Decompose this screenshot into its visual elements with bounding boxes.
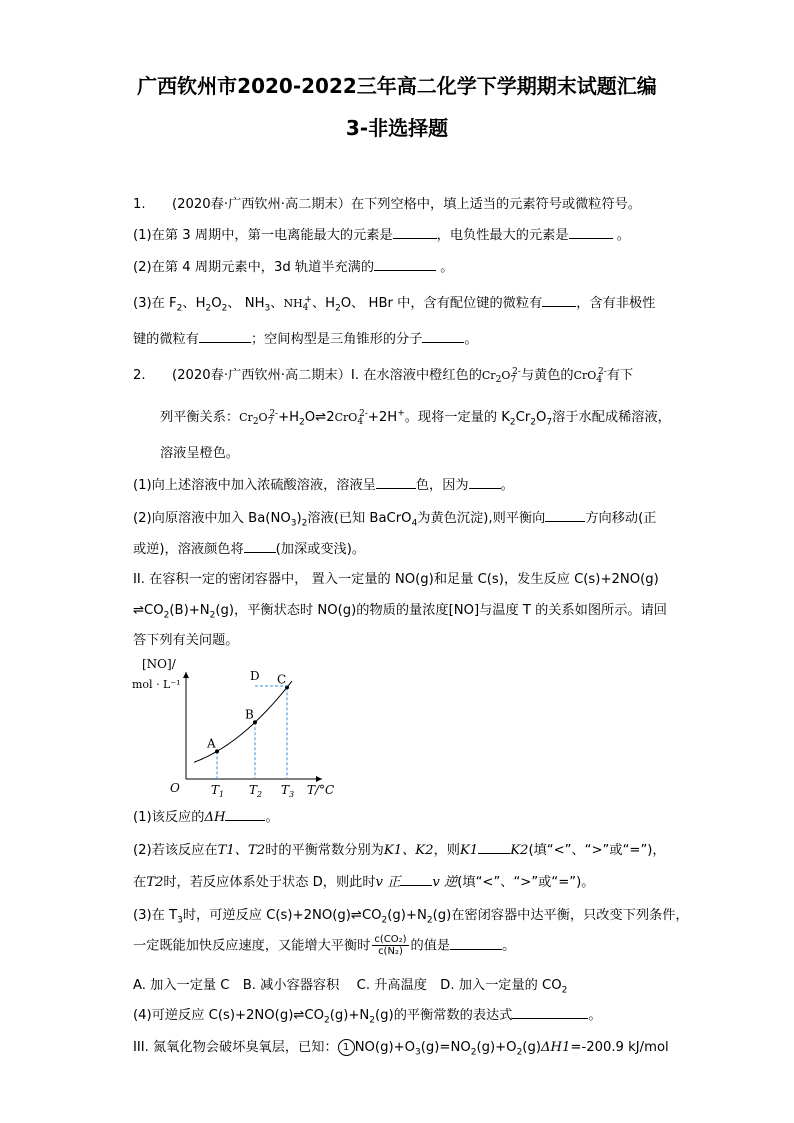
q2-part1: (1)向上述溶液中加入浓硫酸溶液，溶液呈 色，因为 。: [133, 474, 514, 493]
q2-section-ii: II. 在容积一定的密闭容器中， 置入一定量的 NO(g)和足量 C(s)，发生反应 C(s)+2NO(g): [133, 572, 659, 587]
answer-blank[interactable]: [545, 508, 585, 522]
point-label-b: B: [245, 707, 254, 722]
q2-section-iii: III. 氮氧化物会破坏臭氧层，已知： 1 $NO(g)+O_3(g)=NO_2(g)+O_2(g)\Delta H1=-200.9$ kJ/mol: [133, 1040, 669, 1058]
q2-section-ii-cont: $\rightleftharpoons CO_2(B)+N_2(g)$，平衡状态时 NO(g)的物质的量浓度[NO]与温度 T 的关系如图所示。请回: [133, 603, 667, 621]
answer-blank[interactable]: [478, 840, 510, 854]
x-axis-label: T/°C: [307, 783, 335, 797]
point-label-c: C: [277, 672, 287, 687]
page-title: 广西钦州市2020-2022三年高二化学下学期期末试题汇编: [137, 74, 657, 98]
q2-part2-cont: 或逆)，溶液颜色将 (加深或变浅)。: [133, 538, 365, 557]
answer-blank[interactable]: [450, 936, 502, 950]
q2-part2: (2)向原溶液中加入 $Ba(NO_3)_2$溶液(已知 BaCrO$_4$为黄色沉淀),则平衡向 方向移动(正: [133, 507, 656, 529]
page-subtitle: 3-非选择题: [345, 116, 449, 140]
answer-blank[interactable]: [199, 329, 251, 343]
answer-blank[interactable]: [244, 539, 276, 553]
circled-number-1: 1: [338, 1039, 355, 1056]
answer-blank[interactable]: [374, 257, 436, 271]
q1-part3-cont: 键的微粒有 ；空间构型是三角锥形的分子 。: [133, 328, 478, 347]
y-axis-label-line1: [NO]/: [142, 657, 176, 671]
no-temperature-chart: [130, 652, 350, 802]
answer-blank[interactable]: [393, 225, 437, 239]
origin-label: O: [170, 781, 180, 795]
x-tick-t1: $T_1$: [211, 783, 225, 799]
answer-blank[interactable]: [400, 872, 432, 886]
x-tick-t2: $T_2$: [249, 783, 263, 799]
concentration-ratio: $\frac{\text{c(CO₂)}}{\text{c(N₂)}}$: [374, 934, 407, 957]
point-label-a: A: [207, 736, 216, 751]
answer-blank[interactable]: [542, 293, 576, 307]
q2-equilibrium: 列平衡关系：$Cr_2O_7^{2-}+H_2O\rightleftharpoons 2CrO_4^{2-}+2H^+$。现将一定量的 $K_2Cr_2O_7$溶于水配成稀溶液，: [160, 408, 671, 428]
q2-color: 溶液呈橙色。: [160, 446, 240, 461]
q1-stem: 1. (2020春·广西钦州·高二期末）在下列空格中，填上适当的元素符号或微粒符号。: [133, 197, 642, 212]
q1-part2: (2)在第 4 周期元素中，3d 轨道半充满的 。: [133, 256, 453, 275]
q2-sub2-cont: 在T2时，若反应体系处于状态 D，则此时v 正 v 逆(填“<”、“>”或“=”)。: [133, 871, 594, 890]
q2-sub1: (1)该反应的ΔH 。: [133, 806, 279, 825]
q2-sub2: (2)若该反应在T1、T2时的平衡常数分别为K1、K2，则K1 K2(填“<”、“>”或“=”)，: [133, 839, 666, 858]
q1-part1: (1)在第 3 周期中，第一电离能最大的元素是 ，电负性最大的元素是 。: [133, 224, 630, 243]
x-tick-t3: $T_3$: [281, 783, 295, 799]
answer-blank[interactable]: [225, 807, 265, 821]
q2-sub4: (4)可逆反应 $C(s)+2NO(g)\rightleftharpoons CO_2(g)+N_2(g)$的平衡常数的表达式 。: [133, 1004, 602, 1026]
point-label-d: D: [250, 669, 260, 683]
q2-section-ii-end: 答下列有关问题。: [133, 633, 239, 648]
y-axis-label-line2: mol · L⁻¹: [132, 678, 181, 691]
answer-blank[interactable]: [376, 475, 416, 489]
q1-part3: (3)在 $F_2$、$H_2O_2$、 $NH_3$、$NH_4^+$、$H_2O$、 HBr 中，含有配位键的微粒有 ，含有非极性: [133, 292, 655, 314]
q2-stem: 2. (2020春·广西钦州·高二期末）Ⅰ. 在水溶液中橙红色的$Cr_2O_7^{2-}$与黄色的CrO$_4^{2-}$有下: [133, 367, 634, 386]
answer-blank[interactable]: [469, 475, 501, 489]
answer-blank[interactable]: [422, 329, 464, 343]
q2-sub3: (3)在 $T_3$时，可逆反应 $C(s)+2NO(g)\rightleftharpoons CO_2(g)+N_2(g)$在密闭容器中达平衡，只改变下列条件，: [133, 908, 689, 926]
answer-blank[interactable]: [569, 225, 613, 239]
answer-blank[interactable]: [512, 1005, 588, 1019]
q2-sub3-cont: 一定既能加快反应速度，又能增大平衡时 $\frac{\text{c(CO₂)}}{\text{c(N₂)}}$ 的值是 。: [133, 934, 516, 957]
q2-options: A. 加入一定量 C B. 减小容器容积 C. 升高温度 D. 加入一定量的 $CO_2$: [133, 978, 568, 996]
